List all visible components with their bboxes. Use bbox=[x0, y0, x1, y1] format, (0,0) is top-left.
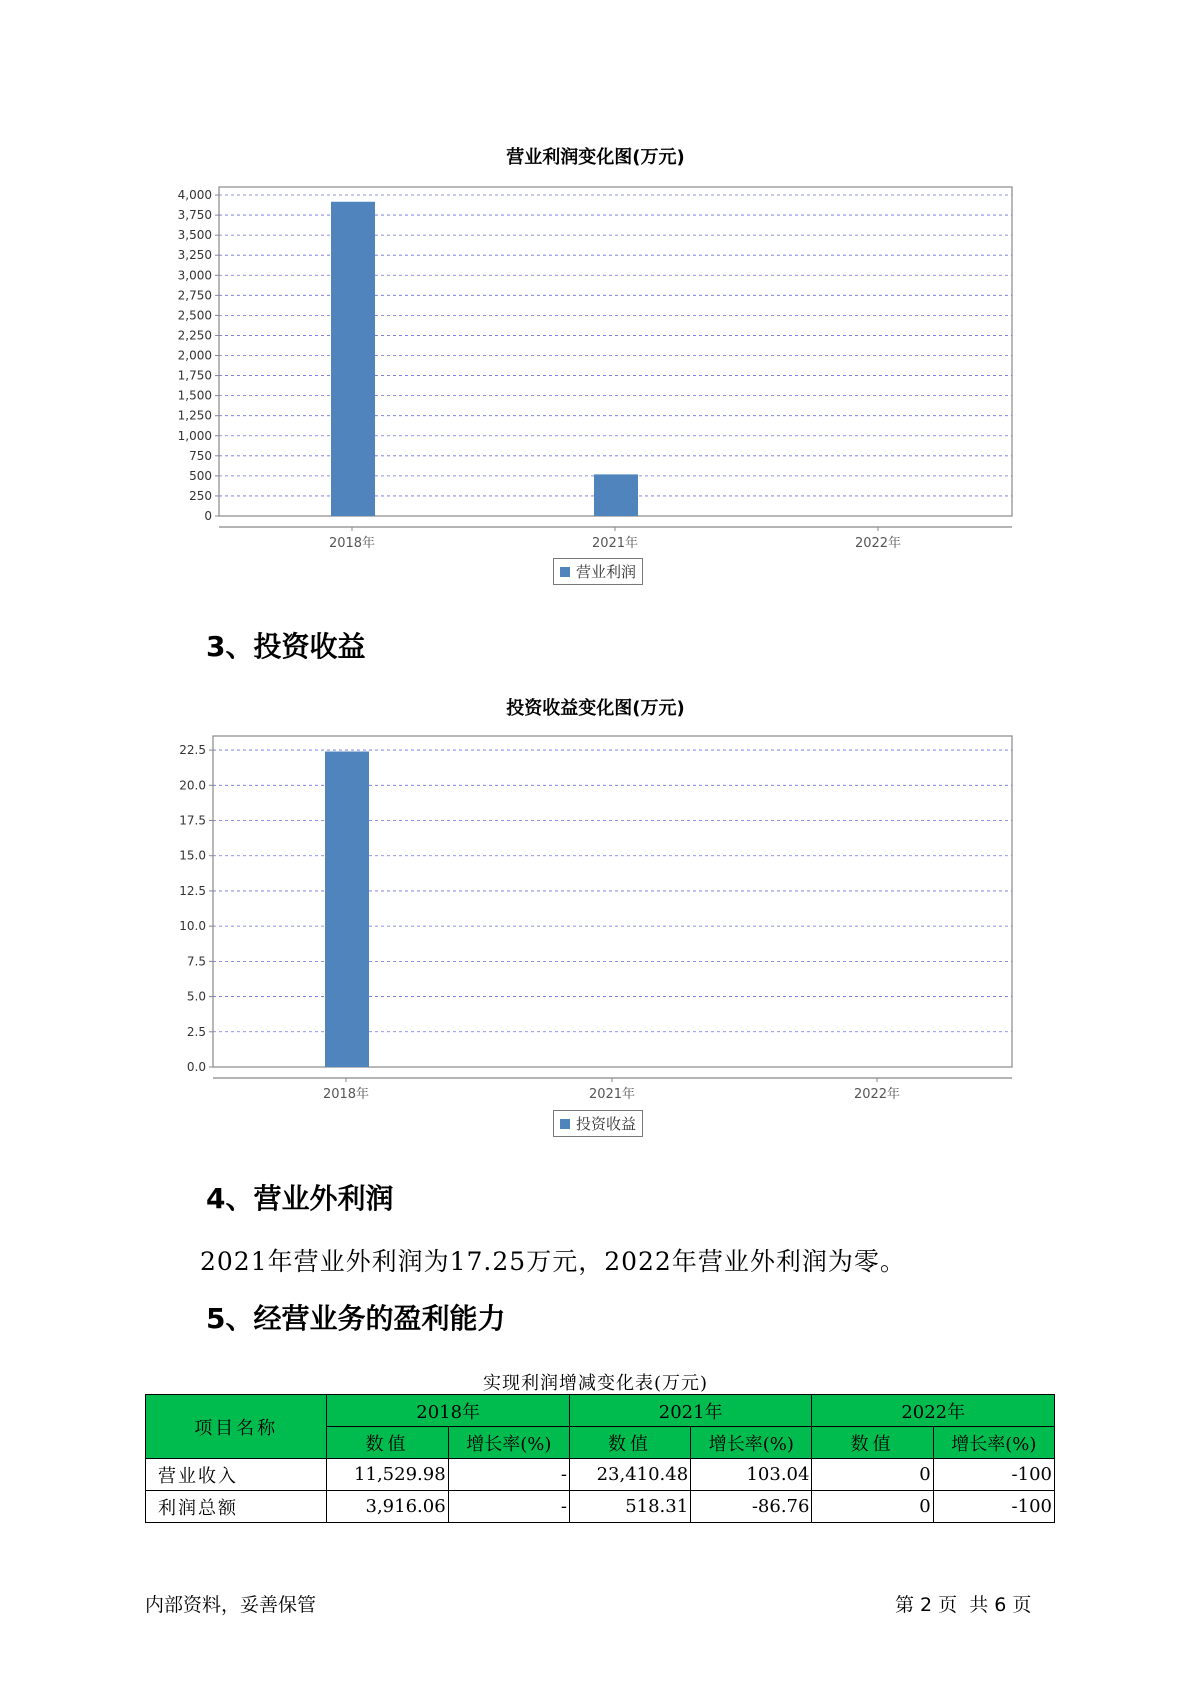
table-row bbox=[146, 1491, 1055, 1523]
section-4-text: 2021年营业外利润为17.25万元，2022年营业外利润为零。 bbox=[200, 1247, 906, 1276]
chart1-title: 营业利润变化图(万元) bbox=[506, 147, 685, 168]
y-tick-label: 0.0 bbox=[186, 1060, 206, 1074]
chart2-title: 投资收益变化图(万元) bbox=[506, 698, 685, 719]
y-tick-label: 5.0 bbox=[186, 989, 206, 1004]
y-tick-label: 3,750 bbox=[177, 208, 212, 223]
legend-swatch bbox=[560, 1119, 570, 1129]
table-cell: -100 bbox=[933, 1491, 1054, 1523]
year-header-2022: 2022年 bbox=[812, 1395, 1055, 1427]
x-tick-label: 2018年 bbox=[328, 536, 376, 551]
y-tick-label: 22.5 bbox=[179, 743, 206, 758]
y-tick-label: 1,250 bbox=[177, 408, 212, 423]
y-tick-label: 750 bbox=[189, 448, 212, 463]
profit-table bbox=[145, 1394, 1055, 1523]
y-tick-label: 12.5 bbox=[179, 883, 206, 898]
y-tick-label: 3,000 bbox=[177, 268, 212, 283]
y-tick-label: 2,500 bbox=[177, 308, 212, 323]
y-tick-label: 17.5 bbox=[179, 813, 206, 828]
x-tick-label: 2022年 bbox=[853, 1087, 901, 1102]
y-tick-label: 2,750 bbox=[177, 288, 212, 303]
table-header-row bbox=[146, 1395, 1055, 1427]
y-tick-label: 2,000 bbox=[177, 348, 212, 363]
table-cell: 0 bbox=[812, 1491, 933, 1523]
value-subheader: 数值 bbox=[812, 1427, 933, 1459]
chart2-legend bbox=[553, 1110, 643, 1137]
footer-left: 内部资料，妥善保管 bbox=[145, 1594, 317, 1616]
y-tick-label: 4,000 bbox=[177, 188, 212, 203]
y-tick-label: 2.5 bbox=[186, 1024, 206, 1039]
row-label: 利润总额 bbox=[146, 1491, 327, 1523]
table-cell: -86.76 bbox=[691, 1491, 812, 1523]
y-tick-label: 2,250 bbox=[177, 328, 212, 343]
table-cell: 23,410.48 bbox=[569, 1459, 690, 1491]
table-cell: - bbox=[448, 1459, 569, 1491]
y-tick-label: 3,250 bbox=[177, 248, 212, 263]
x-tick-label: 2021年 bbox=[591, 536, 639, 551]
section-4-heading: 4、营业外利润 bbox=[206, 1182, 394, 1215]
value-subheader: 数值 bbox=[569, 1427, 690, 1459]
table-cell: 3,916.06 bbox=[327, 1491, 448, 1523]
y-tick-label: 1,000 bbox=[177, 428, 212, 443]
growth-subheader: 增长率(%) bbox=[448, 1427, 569, 1459]
table-cell: -100 bbox=[933, 1459, 1054, 1491]
x-tick-label: 2022年 bbox=[854, 536, 902, 551]
table-cell: 103.04 bbox=[691, 1459, 812, 1491]
section-3-heading: 3、投资收益 bbox=[206, 630, 366, 663]
y-tick-label: 1,500 bbox=[177, 388, 212, 403]
y-tick-label: 1,750 bbox=[177, 368, 212, 383]
y-tick-label: 10.0 bbox=[179, 919, 206, 934]
y-tick-label: 0 bbox=[204, 509, 212, 523]
growth-subheader: 增长率(%) bbox=[933, 1427, 1054, 1459]
y-tick-label: 500 bbox=[189, 468, 212, 483]
chart1-legend-label: 营业利润 bbox=[576, 563, 637, 581]
year-header-2018: 2018年 bbox=[327, 1395, 570, 1427]
item-name-header: 项目名称 bbox=[146, 1395, 327, 1459]
x-tick-label: 2018年 bbox=[322, 1087, 370, 1102]
table-cell: 518.31 bbox=[569, 1491, 690, 1523]
table-cell: - bbox=[448, 1491, 569, 1523]
growth-subheader: 增长率(%) bbox=[691, 1427, 812, 1459]
table-cell: 0 bbox=[812, 1459, 933, 1491]
table-row bbox=[146, 1459, 1055, 1491]
chart2-legend-label: 投资收益 bbox=[576, 1115, 637, 1133]
y-tick-label: 15.0 bbox=[179, 848, 206, 863]
y-tick-label: 7.5 bbox=[186, 954, 206, 969]
table-caption: 实现利润增减变化表(万元) bbox=[482, 1373, 709, 1394]
value-subheader: 数值 bbox=[327, 1427, 448, 1459]
y-tick-label: 20.0 bbox=[179, 778, 206, 793]
year-header-2021: 2021年 bbox=[569, 1395, 812, 1427]
y-tick-label: 3,500 bbox=[177, 228, 212, 243]
bar-2018年 bbox=[325, 751, 369, 1067]
table-cell: 11,529.98 bbox=[327, 1459, 448, 1491]
x-tick-label: 2021年 bbox=[588, 1087, 636, 1102]
row-label: 营业收入 bbox=[146, 1459, 327, 1491]
y-tick-label: 250 bbox=[189, 488, 212, 503]
footer-right: 第 2 页 共 6 页 bbox=[895, 1594, 1032, 1616]
section-5-heading: 5、经营业务的盈利能力 bbox=[206, 1302, 506, 1335]
